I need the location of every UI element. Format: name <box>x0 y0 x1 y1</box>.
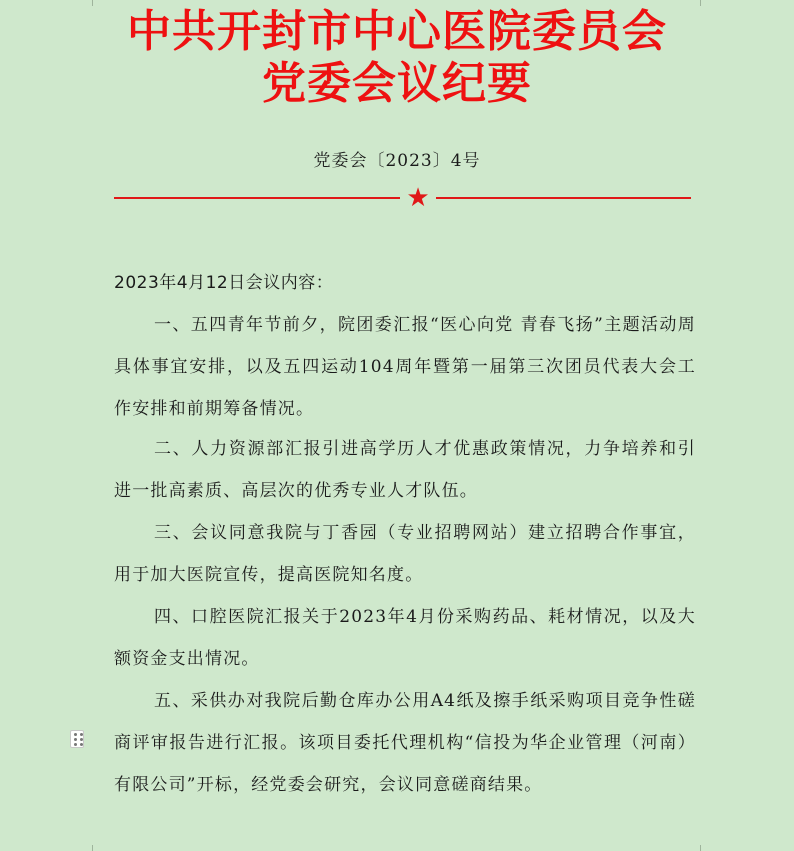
document-title-line2: 党委会议纪要 <box>262 58 532 109</box>
paragraph-2: 二、人力资源部汇报引进高学历人才优惠政策情况，力争培养和引进一批高素质、高层次的优秀专业人才队伍。 <box>114 439 696 501</box>
star-icon: ★ <box>406 183 430 213</box>
red-rule-left <box>114 197 400 199</box>
document-title-line1: 中共开封市中心医院委员会 <box>127 6 667 57</box>
page-corner-mark <box>700 845 701 851</box>
paragraph-3: 三、会议同意我院与丁香园（专业招聘网站）建立招聘合作事宜，用于加大医院宣传，提高医院知名度。 <box>114 523 696 585</box>
red-rule-right <box>436 197 691 199</box>
document-number: 党委会〔2023〕4号 <box>313 151 481 171</box>
page-corner-mark <box>92 845 93 851</box>
paragraph-1: 一、五四青年节前夕，院团委汇报“医心向党 青春飞扬”主题活动周具体事宜安排，以及五四运动104周年暨第一届第三次团员代表大会工作安排和前期筹备情况。 <box>114 315 696 419</box>
paragraph-5: 五、采供办对我院后勤仓库办公用A4纸及擦手纸采购项目竞争性磋商评审报告进行汇报。该项目委托代理机构“信投为华企业管理（河南）有限公司”开标，经党委会研究，会议同意磋商结果。 <box>114 691 696 795</box>
meeting-date-heading: 2023年4月12日会议内容： <box>114 273 334 293</box>
drag-handle-icon[interactable] <box>70 730 84 748</box>
paragraph-4: 四、口腔医院汇报关于2023年4月份采购药品、耗材情况，以及大额资金支出情况。 <box>114 607 696 669</box>
